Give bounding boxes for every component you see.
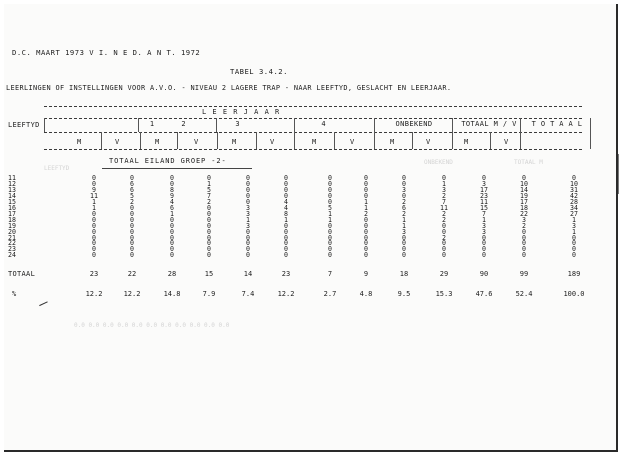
data-cell: 0 — [328, 239, 332, 248]
data-cell: 0 — [246, 174, 250, 182]
document-page — [4, 4, 618, 452]
data-column — [280, 176, 292, 259]
data-cell: 17 — [520, 197, 528, 206]
data-cell: 2 — [522, 221, 526, 230]
data-cell: 0 — [402, 174, 406, 182]
data-cell: 3 — [482, 179, 486, 188]
data-cell: 0 — [246, 251, 250, 260]
scan-edge-mark — [618, 154, 619, 194]
column-divider — [452, 118, 453, 132]
data-column — [360, 176, 372, 259]
data-cell: 3 — [442, 185, 446, 194]
data-cell: 1 — [246, 215, 250, 224]
data-cell: 0 — [130, 174, 134, 182]
data-cell: 1 — [572, 215, 576, 224]
sex-header: M — [232, 138, 237, 146]
data-cell: 10 — [570, 179, 578, 188]
data-cell: 0 — [207, 227, 211, 236]
column-divider — [374, 118, 375, 132]
data-cell: 1 — [572, 227, 576, 236]
sex-header: V — [504, 138, 509, 146]
data-column — [126, 176, 138, 259]
column-divider — [256, 132, 257, 149]
data-cell: 0 — [92, 245, 96, 254]
sex-header: M — [312, 138, 317, 146]
data-cell: 9 — [92, 185, 96, 194]
data-cell: 0 — [364, 174, 368, 182]
sex-header: M — [77, 138, 82, 146]
data-cell: 0 — [246, 197, 250, 206]
age-value: 16 — [8, 203, 16, 212]
data-cell: 0 — [130, 245, 134, 254]
data-cell: 8 — [170, 185, 174, 194]
column-divider — [490, 132, 491, 149]
leerjaar-header: L E E R J A A R — [202, 108, 281, 116]
data-cell: 0 — [284, 233, 288, 242]
total-cell: 14 — [243, 270, 253, 278]
data-cell: 1 — [364, 203, 368, 212]
data-cell: 0 — [170, 245, 174, 254]
data-cell: 0 — [402, 251, 406, 260]
data-cell: 0 — [284, 251, 288, 260]
data-cell: 0 — [328, 174, 332, 182]
data-cell: 11 — [90, 191, 98, 200]
bleed-through-text: TOTAAL M — [514, 159, 543, 166]
data-cell: 0 — [170, 239, 174, 248]
totaal-label: TOTAAL — [8, 270, 36, 278]
data-cell: 0 — [482, 174, 486, 182]
data-cell: 28 — [570, 197, 578, 206]
data-cell: 0 — [442, 221, 446, 230]
sex-header: V — [194, 138, 199, 146]
data-cell: 0 — [284, 239, 288, 248]
data-cell: 5 — [207, 185, 211, 194]
data-cell: 7 — [207, 191, 211, 200]
column-divider — [520, 132, 521, 149]
total-cell: 99 — [519, 270, 529, 278]
data-cell: 11 — [440, 203, 448, 212]
age-value: 21 — [8, 233, 16, 242]
percent-cell: 12.2 — [123, 290, 141, 298]
percent-cell: 12.2 — [277, 290, 295, 298]
data-cell: 0 — [522, 233, 526, 242]
data-cell: 0 — [92, 251, 96, 260]
bleed-through-text: ONBEKEND — [424, 159, 453, 166]
data-cell: 0 — [92, 209, 96, 218]
column-divider — [216, 118, 217, 132]
data-cell: 1 — [170, 209, 174, 218]
data-cell: 0 — [364, 239, 368, 248]
data-column — [242, 176, 254, 259]
data-cell: 0 — [364, 245, 368, 254]
data-cell: 17 — [480, 185, 488, 194]
data-cell: 0 — [284, 179, 288, 188]
data-cell: 2 — [442, 191, 446, 200]
data-cell: 1 — [442, 179, 446, 188]
data-cell: 0 — [328, 233, 332, 242]
data-cell: 1 — [207, 179, 211, 188]
total-cell: 9 — [363, 270, 369, 278]
percent-cell: 9.5 — [397, 290, 411, 298]
data-column — [203, 176, 215, 259]
year-header: ONBEKEND — [395, 120, 433, 128]
data-cell: 0 — [364, 215, 368, 224]
total-cell: 15 — [204, 270, 214, 278]
data-cell: 0 — [482, 251, 486, 260]
section-label: TOTAAL EILAND GROEP -2- — [109, 157, 227, 165]
data-cell: 0 — [92, 233, 96, 242]
data-cell: 0 — [364, 251, 368, 260]
data-column — [518, 176, 530, 259]
data-cell: 0 — [328, 245, 332, 254]
data-cell: 0 — [482, 245, 486, 254]
data-cell: 0 — [364, 227, 368, 236]
data-cell: 6 — [402, 203, 406, 212]
column-divider — [334, 132, 335, 149]
section-underline — [102, 168, 252, 169]
data-cell: 1 — [92, 203, 96, 212]
data-cell: 0 — [364, 221, 368, 230]
data-cell: 0 — [522, 174, 526, 182]
data-cell: 0 — [170, 215, 174, 224]
data-cell: 0 — [130, 239, 134, 248]
age-value: 13 — [8, 185, 16, 194]
data-cell: 7 — [482, 209, 486, 218]
data-cell: 5 — [130, 191, 134, 200]
data-cell: 3 — [402, 227, 406, 236]
data-cell: 2 — [207, 197, 211, 206]
data-cell: 0 — [572, 174, 576, 182]
data-cell: 0 — [572, 245, 576, 254]
data-cell: 0 — [572, 233, 576, 242]
data-column — [568, 176, 580, 259]
data-cell: 0 — [207, 233, 211, 242]
column-divider — [138, 118, 139, 132]
data-cell: 0 — [207, 221, 211, 230]
data-cell: 5 — [328, 203, 332, 212]
sex-header: M — [390, 138, 395, 146]
data-cell: 0 — [207, 209, 211, 218]
year-header: T O T A A L — [531, 120, 583, 128]
data-cell: 0 — [442, 227, 446, 236]
sex-header: M — [464, 138, 469, 146]
data-cell: 0 — [522, 245, 526, 254]
data-cell: 19 — [520, 191, 528, 200]
age-value: 19 — [8, 221, 16, 230]
data-cell: 10 — [520, 179, 528, 188]
data-cell: 2 — [442, 209, 446, 218]
data-cell: 2 — [402, 197, 406, 206]
age-column-header: LEEFTYD — [8, 121, 40, 129]
pen-mark — [39, 301, 50, 310]
data-cell: 1 — [364, 197, 368, 206]
data-cell: 0 — [482, 233, 486, 242]
data-cell: 0 — [482, 239, 486, 248]
column-divider — [101, 132, 102, 149]
date-line: D.C. MAART 1973 V I. N E D. A N T. 1972 — [12, 48, 201, 57]
data-cell: 7 — [442, 197, 446, 206]
data-cell: 0 — [402, 233, 406, 242]
sex-header: V — [115, 138, 120, 146]
data-cell: 0 — [92, 179, 96, 188]
data-cell: 0 — [364, 185, 368, 194]
data-cell: 1 — [402, 221, 406, 230]
percent-cell: 47.6 — [475, 290, 493, 298]
data-cell: 0 — [328, 179, 332, 188]
data-cell: 0 — [92, 239, 96, 248]
data-cell: 0 — [246, 239, 250, 248]
header-rule-bottom — [44, 149, 582, 150]
age-value: 14 — [8, 191, 16, 200]
sex-header: V — [350, 138, 355, 146]
percent-cell: 4.8 — [359, 290, 373, 298]
age-value: 15 — [8, 197, 16, 206]
column-divider — [294, 118, 295, 132]
data-cell: 0 — [364, 179, 368, 188]
age-value: 17 — [8, 209, 16, 218]
data-cell: 0 — [572, 239, 576, 248]
data-column — [324, 176, 336, 259]
column-divider — [520, 118, 521, 132]
total-cell: 23 — [281, 270, 291, 278]
data-cell: 0 — [522, 239, 526, 248]
percent-cell: 100.0 — [563, 290, 585, 298]
year-header: TOTAAL M / V — [461, 120, 517, 128]
percent-cell: 2.7 — [323, 290, 337, 298]
total-cell: 23 — [89, 270, 99, 278]
age-value: 20 — [8, 227, 16, 236]
data-cell: 0 — [246, 179, 250, 188]
column-divider — [590, 132, 591, 149]
data-cell: 0 — [207, 251, 211, 260]
data-cell: 2 — [364, 209, 368, 218]
percent-cell: 52.4 — [515, 290, 533, 298]
data-cell: 1 — [284, 215, 288, 224]
data-cell: 0 — [92, 215, 96, 224]
bleed-through-text: LEEFTYD — [44, 165, 70, 172]
age-value: 24 — [8, 251, 16, 260]
data-cell: 0 — [170, 174, 174, 182]
percent-cell: 12.2 — [85, 290, 103, 298]
data-cell: 0 — [92, 221, 96, 230]
total-cell: 22 — [127, 270, 137, 278]
data-cell: 0 — [170, 251, 174, 260]
age-value: 18 — [8, 215, 16, 224]
data-cell: 2 — [130, 197, 134, 206]
data-cell: 0 — [442, 174, 446, 182]
data-column — [438, 176, 450, 259]
total-cell: 90 — [479, 270, 489, 278]
header-rule-sex — [44, 132, 582, 133]
data-cell: 15 — [480, 203, 488, 212]
year-header: 3 — [235, 120, 241, 128]
data-cell: 0 — [442, 251, 446, 260]
data-cell: 3 — [402, 185, 406, 194]
data-cell: 3 — [246, 221, 250, 230]
data-cell: 1 — [328, 215, 332, 224]
column-divider — [374, 132, 375, 149]
data-cell: 0 — [207, 215, 211, 224]
column-divider — [44, 118, 45, 132]
data-cell: 0 — [284, 245, 288, 254]
data-cell: 0 — [442, 245, 446, 254]
data-column — [398, 176, 410, 259]
data-cell: 0 — [328, 251, 332, 260]
age-value: 12 — [8, 179, 16, 188]
data-cell: 0 — [246, 245, 250, 254]
data-cell: 0 — [402, 239, 406, 248]
data-cell: 42 — [570, 191, 578, 200]
percent-cell: 14.8 — [163, 290, 181, 298]
data-cell: 0 — [522, 251, 526, 260]
data-cell: 6 — [170, 203, 174, 212]
age-value: 11 — [8, 174, 16, 182]
bleed-through-row: 0.0 0.0 0.0 0.0 0.0 0.0 0.0 0.0 0.0 0.0 0.0 — [74, 322, 230, 329]
data-cell: 1 — [482, 215, 486, 224]
data-cell: 0 — [170, 179, 174, 188]
data-cell: 0 — [130, 221, 134, 230]
data-cell: 3 — [522, 215, 526, 224]
total-cell: 7 — [327, 270, 333, 278]
data-cell: 23 — [480, 191, 488, 200]
data-cell: 2 — [402, 209, 406, 218]
data-cell: 0 — [246, 227, 250, 236]
data-cell: 0 — [364, 233, 368, 242]
data-cell: 0 — [246, 233, 250, 242]
data-cell: 11 — [480, 197, 488, 206]
percent-label: % — [12, 290, 17, 298]
data-cell: 0 — [170, 233, 174, 242]
data-cell: 0 — [130, 233, 134, 242]
year-header: 4 — [321, 120, 327, 128]
table-number: TABEL 3.4.2. — [230, 67, 288, 76]
total-cell: 29 — [439, 270, 449, 278]
data-cell: 0 — [284, 227, 288, 236]
year-header: 2 — [181, 120, 187, 128]
percent-cell: 15.3 — [435, 290, 453, 298]
data-cell: 0 — [170, 221, 174, 230]
data-cell: 22 — [520, 209, 528, 218]
data-cell: 0 — [284, 221, 288, 230]
data-column — [166, 176, 178, 259]
data-cell: 8 — [284, 209, 288, 218]
data-cell: 0 — [572, 251, 576, 260]
data-cell: 0 — [402, 179, 406, 188]
total-cell: 18 — [399, 270, 409, 278]
data-cell: 2 — [442, 233, 446, 242]
data-column — [88, 176, 100, 259]
column-divider — [217, 132, 218, 149]
year-header: 1 — [149, 120, 156, 128]
data-cell: 0 — [328, 185, 332, 194]
data-cell: 0 — [92, 227, 96, 236]
data-cell: 14 — [520, 185, 528, 194]
data-cell: 3 — [246, 209, 250, 218]
header-rule-mid — [44, 118, 582, 119]
column-divider — [590, 118, 591, 132]
column-divider — [412, 132, 413, 149]
data-cell: 0 — [92, 174, 96, 182]
sex-header: M — [155, 138, 160, 146]
data-column — [478, 176, 490, 259]
data-cell: 0 — [328, 197, 332, 206]
total-cell: 28 — [167, 270, 177, 278]
data-cell: 34 — [570, 203, 578, 212]
sex-header: V — [426, 138, 431, 146]
data-cell: 4 — [284, 203, 288, 212]
column-divider — [177, 132, 178, 149]
data-cell: 0 — [328, 191, 332, 200]
data-cell: 6 — [130, 179, 134, 188]
data-cell: 0 — [284, 185, 288, 194]
total-cell: 189 — [567, 270, 581, 278]
data-cell: 0 — [328, 221, 332, 230]
column-divider — [452, 132, 453, 149]
data-cell: 1 — [328, 209, 332, 218]
data-cell: 0 — [170, 227, 174, 236]
percent-cell: 7.4 — [241, 290, 255, 298]
column-divider — [140, 132, 141, 149]
data-cell: 27 — [570, 209, 578, 218]
data-cell: 3 — [246, 203, 250, 212]
data-cell: 0 — [207, 203, 211, 212]
data-cell: 6 — [130, 185, 134, 194]
data-cell: 0 — [442, 239, 446, 248]
data-cell: 0 — [130, 215, 134, 224]
data-cell: 3 — [572, 221, 576, 230]
data-cell: 18 — [520, 203, 528, 212]
percent-cell: 7.9 — [202, 290, 216, 298]
data-cell: 0 — [522, 227, 526, 236]
age-values — [6, 176, 18, 259]
data-cell: 0 — [402, 245, 406, 254]
data-cell: 0 — [130, 203, 134, 212]
data-cell: 2 — [442, 215, 446, 224]
data-cell: 0 — [284, 174, 288, 182]
data-cell: 1 — [92, 197, 96, 206]
data-cell: 0 — [246, 185, 250, 194]
data-cell: 0 — [130, 209, 134, 218]
data-cell: 0 — [246, 191, 250, 200]
table-title: LEERLINGEN OF INSTELLINGEN VOOR A.V.O. - NIVEAU 2 LAGERE TRAP - NAAR LEEFTYD, GESLACHT EN LEERJAAR. — [6, 84, 452, 92]
data-cell: 0 — [402, 191, 406, 200]
data-cell: 4 — [170, 197, 174, 206]
data-cell: 4 — [284, 197, 288, 206]
header-rule-top — [44, 106, 582, 107]
data-cell: 1 — [402, 215, 406, 224]
column-divider — [294, 132, 295, 149]
data-cell: 0 — [364, 191, 368, 200]
data-cell: 0 — [207, 174, 211, 182]
sex-header: V — [270, 138, 275, 146]
age-value: 23 — [8, 245, 16, 254]
data-cell: 0 — [130, 251, 134, 260]
data-cell: 3 — [482, 221, 486, 230]
data-cell: 0 — [130, 227, 134, 236]
data-cell: 0 — [328, 227, 332, 236]
data-cell: 3 — [482, 227, 486, 236]
data-cell: 9 — [170, 191, 174, 200]
data-cell: 0 — [284, 191, 288, 200]
age-value: 22 — [8, 239, 16, 248]
data-cell: 0 — [207, 239, 211, 248]
data-cell: 31 — [570, 185, 578, 194]
data-cell: 0 — [207, 245, 211, 254]
